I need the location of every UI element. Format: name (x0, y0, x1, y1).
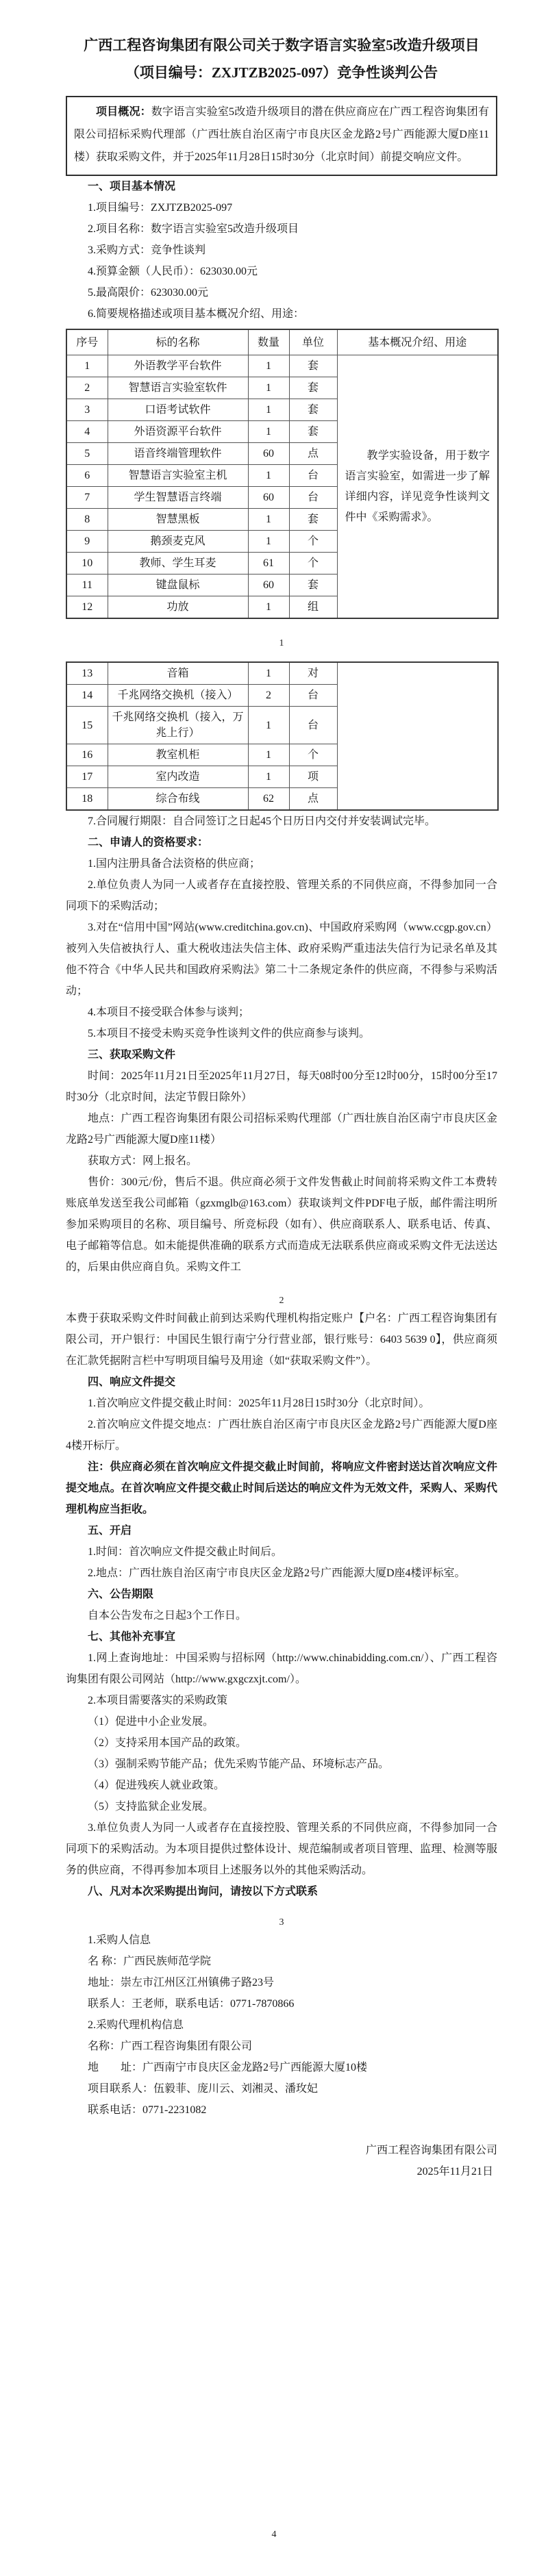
table-cell: 16 (66, 744, 108, 766)
table-header-seq: 序号 (66, 329, 108, 355)
table-cell: 综合布线 (108, 788, 248, 811)
section2-heading: 二、申请人的资格要求： (88, 837, 209, 848)
agency-phone: 联系电话：0771-2231082 (88, 2104, 207, 2116)
opening-time: 1.时间：首次响应文件提交截止时间后。 (88, 1546, 283, 1558)
table-cell: 60 (248, 487, 289, 509)
same-person-restriction: 3.单位负责人为同一人或者存在直接控股、管理关系的不同供应商，不得参加同一合同项下的采购活动。为本项目提供过整体设计、规范编制或者项目管理、监理、检测等服务的供应商，不得再参加本项目上述服务以外的其他采购活动。 (66, 1822, 497, 1876)
section5-heading: 五、开启 (88, 1525, 132, 1537)
table-cell: 对 (289, 662, 337, 685)
table-cell: 7 (66, 487, 108, 509)
table-cell: 62 (248, 788, 289, 811)
table-cell: 学生智慧语言终端 (108, 487, 248, 509)
document-obtain-time: 时间：2025年11月21日至2025年11月27日，每天08时00分至12时00分，15时00分至17时30分（北京时间，法定节假日除外） (66, 1070, 497, 1103)
table-cell: 17 (66, 766, 108, 788)
table-cell: 外语资源平台软件 (108, 421, 248, 443)
document-title-line2: （项目编号：ZXJTZB2025-097）竞争性谈判公告 (125, 64, 438, 81)
table-cell: 9 (66, 531, 108, 553)
table-cell: 个 (289, 531, 337, 553)
table-cell: 台 (289, 465, 337, 487)
table-header-item: 标的名称 (108, 329, 248, 355)
spec-intro-label: 6.简要规格描述或项目基本概况介绍、用途： (88, 308, 305, 320)
agency-contact: 项目联系人：伍毅菲、庞川云、刘湘灵、潘玫妃 (88, 2083, 319, 2095)
table-cell: 智慧黑板 (108, 509, 248, 531)
document-price-part1: 售价：300元/份，售后不退。供应商必须于文件发售截止时间前将采购文件工本费转账底单发送至我公司邮箱（gzxmglb@163.com）获取谈判文件PDF电子版，邮件需注明所参加采购项目的名称、项目编号、所竞标段（如有）、供应商联系人、联系电话、传真、电子邮箱等信息。如未能提供准确的联系方式而造成无法联系供应商或采购文件无法送达的，后果由供应商自负。采购文件工 (66, 1176, 497, 1273)
signature-company: 广西工程咨询集团有限公司 (365, 2145, 497, 2156)
table-cell: 功放 (108, 596, 248, 619)
purchaser-name: 名 称：广西民族师范学院 (88, 1956, 212, 1967)
table-cell: 1 (248, 766, 289, 788)
table-cell: 外语教学平台软件 (108, 355, 248, 377)
table-cell: 千兆网络交换机（接入，万兆上行） (108, 707, 248, 744)
signature-date: 2025年11月21日 (416, 2166, 493, 2177)
table-cell: 套 (289, 399, 337, 421)
section4-heading: 四、响应文件提交 (88, 1376, 176, 1388)
qualification-item-2: 2.单位负责人为同一人或者存在直接控股、管理关系的不同供应商，不得参加同一合同项下的采购活动； (66, 879, 497, 912)
page-number-3: 3 (279, 1917, 284, 1928)
table-cell: 语音终端管理软件 (108, 443, 248, 465)
table-cell: 14 (66, 685, 108, 707)
table-cell: 千兆网络交换机（接入） (108, 685, 248, 707)
agency-address: 地 址：广西南宁市良庆区金龙路2号广西能源大厦10楼 (88, 2062, 368, 2073)
table-merged-desc-cell (337, 662, 498, 810)
table-header-qty: 数量 (248, 329, 289, 355)
table-cell: 室内改造 (108, 766, 248, 788)
project-overview-paragraph (74, 101, 489, 168)
procurement-policy-label: 2.本项目需要落实的采购政策 (88, 1695, 228, 1706)
table-cell: 组 (289, 596, 337, 619)
response-deadline: 1.首次响应文件提交截止时间：2025年11月28日15时30分（北京时间）。 (88, 1398, 430, 1409)
table-cell: 口语考试软件 (108, 399, 248, 421)
table-cell: 1 (248, 707, 289, 744)
signature-block (66, 2140, 497, 2182)
table-header-row (66, 329, 498, 355)
table-cell: 1 (248, 355, 289, 377)
table-cell: 1 (248, 377, 289, 399)
table-cell: 台 (289, 707, 337, 744)
table-cell: 鹅颈麦克风 (108, 531, 248, 553)
table-cell: 5 (66, 443, 108, 465)
table-cell: 10 (66, 553, 108, 574)
table-cell: 61 (248, 553, 289, 574)
opening-place: 2.地点：广西壮族自治区南宁市良庆区金龙路2号广西能源大厦D座4楼评标室。 (88, 1567, 466, 1579)
table-cell: 6 (66, 465, 108, 487)
table-cell: 智慧语言实验室软件 (108, 377, 248, 399)
table-cell: 1 (248, 744, 289, 766)
document-title-line1: 广西工程咨询集团有限公司关于数字语言实验室5改造升级项目 (84, 37, 480, 53)
table-cell: 套 (289, 421, 337, 443)
section8-heading: 八、凡对本次采购提出询问，请按以下方式联系 (88, 1886, 319, 1897)
table-cell: 1 (248, 421, 289, 443)
table-cell: 点 (289, 788, 337, 811)
table-row (66, 355, 498, 377)
table-cell: 1 (248, 509, 289, 531)
agency-heading: 2.采购代理机构信息 (88, 2019, 184, 2031)
table-cell: 13 (66, 662, 108, 685)
document-price-part2: 本费于获取采购文件时间截止前到达采购代理机构指定账户【户名：广西工程咨询集团有限公司，开户银行：中国民生银行南宁分行营业部，银行账号：6403 5639 0】，供应商须在汇款凭据附言栏中写明项目编号及用途（如“获取采购文件”）。 (66, 1313, 497, 1367)
table-cell: 台 (289, 487, 337, 509)
policy-item-5: （5）支持监狱企业发展。 (88, 1801, 214, 1813)
agency-name: 名称：广西工程咨询集团有限公司 (88, 2041, 253, 2052)
table-header-desc: 基本概况介绍、用途 (337, 329, 498, 355)
section1-heading: 一、项目基本情况 (88, 181, 176, 192)
table-cell: 智慧语言实验室主机 (108, 465, 248, 487)
table-row (66, 662, 498, 685)
table-cell: 1 (66, 355, 108, 377)
project-overview-text: 数字语言实验室5改造升级项目的潜在供应商应在广西工程咨询集团有限公司招标采购代理部（广西壮族自治区南宁市良庆区金龙路2号广西能源大厦D座11楼）获取采购文件，并于2025年11月28日15时30分（北京时间）前提交响应文件。 (74, 106, 489, 163)
max-price: 5.最高限价：623030.00元 (88, 287, 209, 299)
purchaser-heading: 1.采购人信息 (88, 1934, 151, 1946)
table-cell: 1 (248, 399, 289, 421)
table-cell: 15 (66, 707, 108, 744)
table-cell: 4 (66, 421, 108, 443)
table-cell: 1 (248, 531, 289, 553)
table-cell: 台 (289, 685, 337, 707)
table-cell: 套 (289, 377, 337, 399)
response-place: 2.首次响应文件提交地点：广西壮族自治区南宁市良庆区金龙路2号广西能源大厦D座4楼开标厅。 (66, 1419, 497, 1452)
online-query-address: 1.网上查询地址：中国采购与招标网（http://www.chinabidding.com.cn/）、广西工程咨询集团有限公司网站（http://www.gxgczxjt.com/）。 (66, 1652, 497, 1685)
qualification-item-1: 1.国内注册具备合法资格的供应商； (88, 858, 261, 870)
table-cell: 套 (289, 509, 337, 531)
qualification-item-4: 4.本项目不接受联合体参与谈判； (88, 1007, 250, 1018)
table-cell: 个 (289, 744, 337, 766)
table-merged-desc-cell: 教学实验设备，用于数字语言实验室，如需进一步了解详细内容，详见竞争性谈判文件中《采购需求》。 (337, 355, 498, 619)
table-cell: 教师、学生耳麦 (108, 553, 248, 574)
response-note: 注：供应商必须在首次响应文件提交截止时间前，将响应文件密封送达首次响应文件提交地点。在首次响应文件提交截止时间后送达的响应文件为无效文件，采购人、采购代理机构应当拒收。 (66, 1461, 497, 1515)
page-number-2: 2 (279, 1296, 284, 1306)
table-cell: 点 (289, 443, 337, 465)
table-cell: 1 (248, 596, 289, 619)
section3-heading: 三、获取采购文件 (88, 1049, 176, 1061)
items-table-page1 (66, 329, 499, 619)
project-name: 2.项目名称：数字语言实验室5改造升级项目 (88, 223, 299, 235)
table-cell: 12 (66, 596, 108, 619)
table-cell: 2 (66, 377, 108, 399)
announcement-period: 自本公告发布之日起3个工作日。 (88, 1610, 247, 1621)
table-cell: 1 (248, 662, 289, 685)
document-obtain-method: 获取方式：网上报名。 (88, 1155, 198, 1167)
table-cell: 个 (289, 553, 337, 574)
purchaser-contact: 联系人：王老师，联系电话：0771-7870866 (88, 1998, 295, 2010)
table-cell: 套 (289, 355, 337, 377)
policy-item-4: （4）促进残疾人就业政策。 (88, 1780, 225, 1791)
table-cell: 60 (248, 443, 289, 465)
budget-amount: 4.预算金额（人民币）：623030.00元 (88, 266, 258, 277)
table-cell: 教室机柜 (108, 744, 248, 766)
table-header-unit: 单位 (289, 329, 337, 355)
table-cell: 3 (66, 399, 108, 421)
section6-heading: 六、公告期限 (88, 1589, 154, 1600)
qualification-item-3: 3.对在“信用中国”网站(www.creditchina.gov.cn)、中国政府采购网（www.ccgp.gov.cn）被列入失信被执行人、重大税收违法失信主体、政府采购严重违法失信行为记录名单及其他不符合《中华人民共和国政府采购法》第二十二条规定条件的供应商，不得参与采购活动； (66, 922, 497, 997)
table-cell: 音箱 (108, 662, 248, 685)
table-cell: 60 (248, 574, 289, 596)
table-cell: 键盘鼠标 (108, 574, 248, 596)
table-cell: 8 (66, 509, 108, 531)
policy-item-3: （3）强制采购节能产品；优先采购节能产品、环境标志产品。 (88, 1758, 390, 1770)
purchaser-address: 地址：崇左市江州区江州镇佛子路23号 (88, 1977, 275, 1988)
document-obtain-place: 地点：广西工程咨询集团有限公司招标采购代理部（广西壮族自治区南宁市良庆区金龙路2号广西能源大厦D座11楼） (66, 1113, 497, 1146)
table-cell: 18 (66, 788, 108, 811)
project-overview-label: 项目概况： (96, 106, 151, 118)
section7-heading: 七、其他补充事宜 (88, 1631, 176, 1643)
table-cell: 2 (248, 685, 289, 707)
table-cell: 项 (289, 766, 337, 788)
project-number: 1.项目编号：ZXJTZB2025-097 (88, 202, 233, 214)
page-number-4: 4 (271, 2529, 277, 2540)
table-cell: 1 (248, 465, 289, 487)
table-cell: 套 (289, 574, 337, 596)
project-overview-box (66, 96, 497, 176)
policy-item-1: （1）促进中小企业发展。 (88, 1716, 214, 1728)
contract-term: 7.合同履行期限：自合同签订之日起45个日历日内交付并安装调试完毕。 (88, 816, 436, 827)
policy-item-2: （2）支持采用本国产品的政策。 (88, 1737, 247, 1749)
qualification-item-5: 5.本项目不接受未购买竞争性谈判文件的供应商参与谈判。 (88, 1028, 371, 1039)
items-table-page2 (66, 661, 499, 811)
page-number-1: 1 (279, 638, 284, 648)
procurement-method: 3.采购方式：竞争性谈判 (88, 244, 206, 256)
table-cell: 11 (66, 574, 108, 596)
